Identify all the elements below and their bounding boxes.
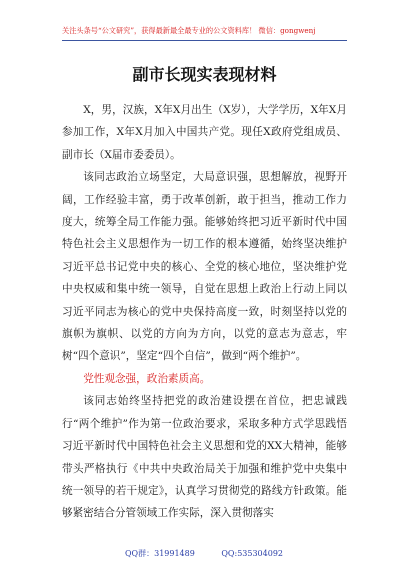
paragraph-intro: X，男，汉族，X年X月出生（X岁），大学学历，X年X月参加工作，X年X月加入中国共产党。现任X政府党组成员、副市长（X届市委委员）。 <box>62 104 347 161</box>
footer-contact <box>0 548 408 560</box>
paragraph-party-building: 该同志始终坚持把党的政治建设摆在首位，把忠诚践行“两个维护”作为第一位政治要求，采取多种方式学思践悟习近平新时代中国特色社会主义思想和党的XX大精神，能够带头严格执行《中共中央政治局关于加强和维护党中央集中统一领导的若干规定》，认真学习贯彻党的路线方针政策。能够紧密结合分管领域工作实际，深入贯彻落实 <box>62 395 347 520</box>
document-title: 副市长现实表现材料 <box>132 65 277 84</box>
footer-qq: QQ:535304092 <box>221 549 283 558</box>
document-body <box>62 99 347 525</box>
paragraph-political-stance: 该同志政治立场坚定，大局意识强，思想解放，视野开阔，工作经验丰富，勇于改革创新，敢于担当，推动工作力度大，统筹全局工作能力强。能够始终把习近平新时代中国特色社会主义思想作为一切工作的根本遵循，始终坚决维护习近平总书记党中央的核心、全党的核心地位，坚决维护党中央权威和集中统一领导，自觉在思想上政治上行动上同以习近平同志为核心的党中央保持高度一致，时刻坚持以党的旗帜为旗帜、以党的方向为方向，以党的意志为意志，牢树“四个意识”，坚定“四个自信”，做到“两个维护”。 <box>62 171 347 363</box>
header-banner: 关注头条号“公文研究”，获得最新最全最专业的公文资料库！ 微信：gongwenj <box>62 26 316 35</box>
section-heading: 党性观念强，政治素质高。 <box>83 372 211 385</box>
header-divider <box>62 40 347 41</box>
footer-qq-group: QQ群：31991489 <box>124 549 195 558</box>
